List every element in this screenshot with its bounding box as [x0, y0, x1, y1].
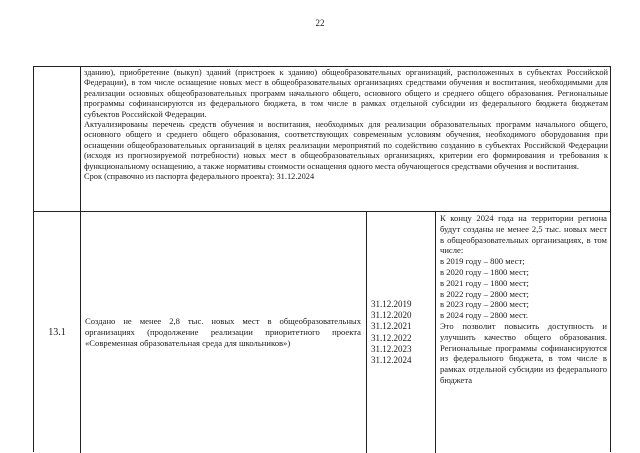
row-number-cell	[34, 212, 81, 453]
project-table	[33, 66, 611, 452]
result-year-item: в 2019 году – 800 мест;	[440, 256, 525, 267]
deadline-date: 31.12.2019	[371, 298, 412, 309]
deadline-date: 31.12.2022	[371, 332, 412, 343]
result-year-item: в 2021 году – 1800 мест;	[440, 277, 529, 288]
result-year-item: в 2024 году – 2800 мест.	[440, 310, 529, 321]
empty-number-cell	[34, 67, 81, 211]
result-outro: Это позволит повысить доступность и улучшить качество общего образования. Региональные программы софинансируются из федерального бюджета, в том числе в рамках отдельной субсидии из федерального бюджета	[440, 320, 607, 385]
page-number: 22	[315, 18, 325, 28]
deadline-date: 31.12.2024	[371, 354, 412, 365]
result-year-item: в 2022 году – 2800 мест;	[440, 288, 529, 299]
deadline-date: 31.12.2020	[371, 310, 412, 321]
row-number: 13.1	[48, 327, 66, 338]
intro-paragraph-1: зданию), приобретение (выкуп) зданий (пристроек к зданию) общеобразовательных организаций, расположенных в субъектах Российской Федерации), в том числе оснащение новых мест в общеобразовательных организациях средствами обучения и воспитания, необходимыми для реализации основных общеобразовательных программ начального общего, основного общего и среднего общего образования. Региональные программы софинансируются из федерального бюджета, в том числе в рамках отдельной субсидии из федерального бюджета бюджетам субъектов Российской Федерации.	[84, 68, 608, 119]
intro-deadline: Срок (справочно из паспорта федерального проекта): 31.12.2024	[84, 172, 315, 182]
intro-paragraph-2: Актуализированы перечень средств обучения и воспитания, необходимых для реализации образовательных программ начального общего, основного общего и среднего общего образования, соответствующих современным условиям обучения, необходимого оборудования при оснащении общеобразовательных организаций в целях реализации мероприятий по содействию созданию в субъектах Российской Федерации (исходя из прогнозируемой потребности) новых мест в общеобразовательных организациях, критерии его формирования и требования к функциональному оснащению, а также нормативы стоимости оснащения одного места обучающегося средствами обучения и воспитания.	[84, 120, 608, 171]
table-row-13-1	[34, 212, 610, 453]
result-year-item: в 2020 году – 1800 мест;	[440, 266, 529, 277]
table-row-intro	[34, 67, 610, 212]
deadline-dates-cell	[367, 212, 436, 453]
intro-text-cell	[84, 68, 608, 182]
deadline-date: 31.12.2023	[371, 343, 412, 354]
result-description-cell	[437, 212, 610, 453]
result-title-cell	[81, 212, 367, 453]
result-intro: К концу 2024 года на территории региона будут созданы не менее 2,5 тыс. новых мест в общеобразовательных организациях, в том числе:	[440, 213, 607, 256]
result-title: Создано не менее 2,8 тыс. новых мест в общеобразовательных организациях (продолжение реализации приоритетного проекта «Современная образовательная среда для школьников»)	[85, 316, 361, 348]
deadline-date: 31.12.2021	[371, 321, 412, 332]
result-year-item: в 2023 году – 2800 мест;	[440, 299, 529, 310]
